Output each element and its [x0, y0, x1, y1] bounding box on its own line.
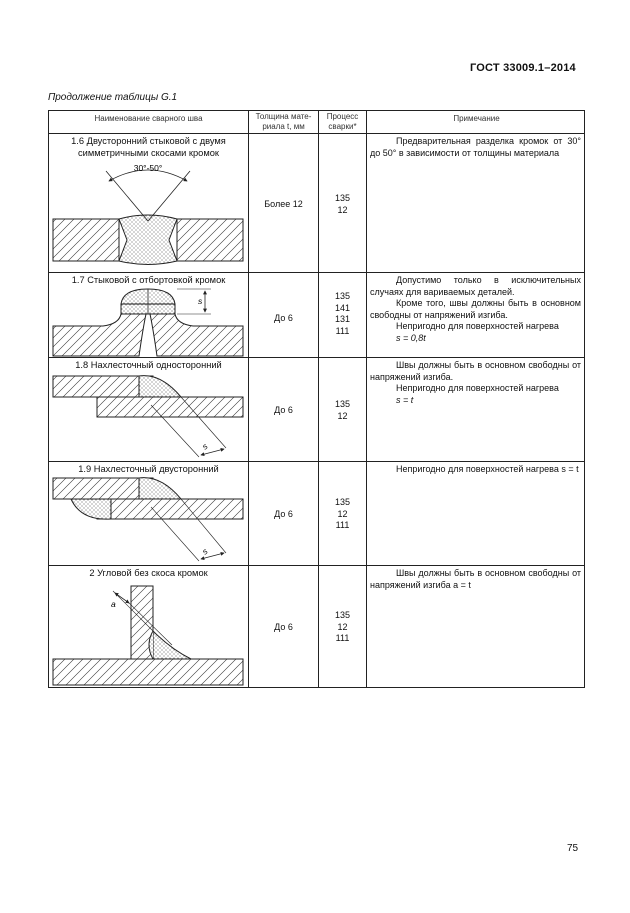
process-code: 12	[337, 410, 348, 421]
dim-label-s: s	[198, 296, 203, 306]
table-caption: Продолжение таблицы G.1	[48, 92, 178, 103]
process-code: 135	[334, 291, 351, 301]
process-code: 131	[334, 314, 351, 324]
thickness-1-8: До 6	[274, 405, 293, 415]
note-line: Допустимо только в исключительных случаях для вариваемых деталей.	[370, 275, 581, 297]
weld-diagram-1-9	[51, 475, 246, 565]
col-divider	[366, 111, 367, 687]
row-title-1-7: 1.7 Стыковой с отбортовкой кромок	[71, 275, 226, 285]
standard-number: ГОСТ 33009.1–2014	[470, 62, 576, 74]
note-line: Кроме того, швы должны быть в основном свободны от напряжений изгиба.	[370, 298, 581, 320]
process-code: 135	[334, 610, 351, 620]
col-divider	[248, 111, 249, 687]
note-1-7	[370, 275, 581, 344]
row-divider	[49, 357, 584, 358]
dim-label-a: a	[111, 599, 116, 609]
header-note: Примечание	[453, 114, 500, 123]
process-code: 12	[337, 508, 348, 519]
thickness-1-6: Более 12	[264, 199, 303, 209]
note-line: Непригодно для поверхностей нагрева	[396, 383, 559, 393]
weld-diagram-2	[51, 583, 246, 688]
note-line: Непригодно для поверхностей нагрева	[396, 321, 559, 331]
weld-diagram-1-7	[51, 286, 246, 357]
note-1-9	[370, 464, 581, 476]
row-divider	[49, 133, 584, 134]
process-code: 135	[334, 497, 351, 507]
row-divider	[49, 272, 584, 273]
note-line: Швы должны быть в основном свободны от напряжений изгиба a = t	[370, 568, 581, 590]
process-code: 135	[334, 399, 351, 409]
thickness-1-9: До 6	[274, 509, 293, 519]
note-line: s = 0,8t	[396, 332, 426, 343]
note-line: Швы должны быть в основном свободны от напряжений изгиба.	[370, 360, 581, 382]
weld-diagram-1-8	[51, 373, 246, 461]
process-code: 111	[335, 633, 350, 643]
note-2	[370, 568, 581, 591]
note-line: Непригодно для поверхностей нагрева s = t	[396, 464, 579, 474]
thickness-1-7: До 6	[274, 313, 293, 323]
page-number: 75	[567, 843, 579, 854]
note-line: Предварительная разделка кромок от 30° до 50° в зависимости от толщины материала	[370, 136, 581, 158]
header-thickness: Толщина мате-риала t, мм	[255, 112, 312, 131]
process-list-2	[319, 610, 366, 645]
weld-diagram-1-6	[51, 161, 246, 271]
thickness-2: До 6	[274, 622, 293, 632]
note-line: s = t	[396, 394, 414, 405]
process-list-1-7	[319, 291, 366, 337]
process-code: 111	[335, 325, 350, 336]
process-code: 135	[334, 193, 351, 203]
row-divider	[49, 565, 584, 566]
header-process: Процесс сварки*	[326, 112, 359, 131]
row-title-1-9: 1.9 Нахлесточный двусторонний	[78, 464, 219, 474]
header-name: Наименование сварного шва	[94, 114, 203, 123]
row-title-1-8: 1.8 Нахлесточный односторонний	[75, 360, 222, 370]
weld-table	[48, 110, 585, 688]
angle-label: 30°-50°	[133, 163, 163, 173]
note-1-6	[370, 136, 581, 159]
process-list-1-8	[319, 399, 366, 422]
row-divider	[49, 461, 584, 462]
process-code: 111	[335, 520, 350, 530]
row-title-1-6: 1.6 Двусторонний стыковой с двумя симметричными скосами кромок	[71, 136, 226, 158]
process-code: 12	[337, 204, 348, 215]
process-code: 141	[334, 302, 351, 313]
note-1-8	[370, 360, 581, 406]
process-code: 12	[337, 621, 348, 632]
dim-label-s: s	[199, 546, 210, 557]
dim-label-s: s	[199, 441, 210, 452]
row-title-2: 2 Угловой без скоса кромок	[89, 568, 208, 578]
process-list-1-6	[319, 193, 366, 216]
process-list-1-9	[319, 497, 366, 532]
